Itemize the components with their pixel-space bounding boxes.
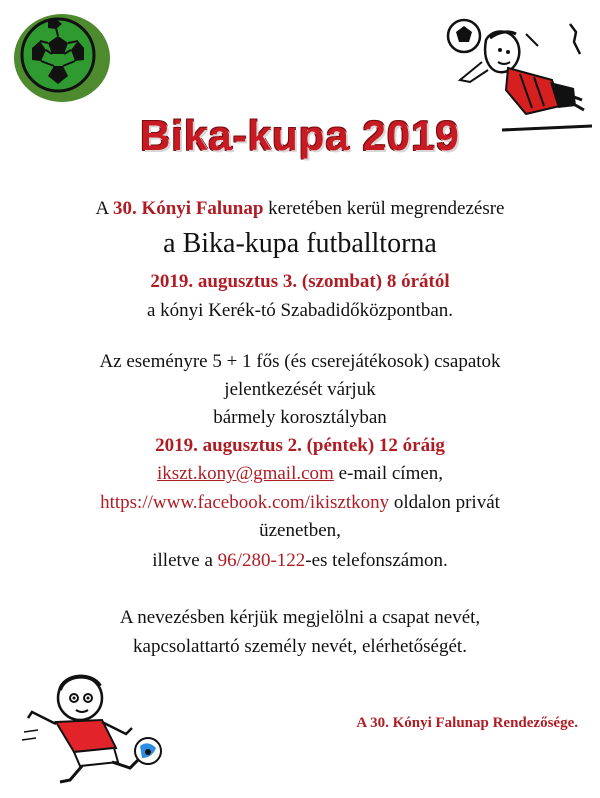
facebook-suffix: oldalon privát: [389, 492, 500, 513]
event-location: a kónyi Kerék-tó Szabadidőközpontban.: [146, 300, 454, 321]
intro-prefix: A: [95, 198, 113, 219]
intro-line: [0, 198, 600, 220]
registration-line-2: jelentkezését várjuk: [224, 379, 376, 400]
facebook-link[interactable]: https://www.facebook.com/ikisztkony: [100, 492, 390, 513]
registration-deadline: 2019. augusztus 2. (péntek) 12 óráig: [155, 435, 445, 456]
email-link[interactable]: ikszt.kony@gmail.com: [156, 463, 334, 484]
email-line: [0, 463, 600, 485]
entry-info-line-2: kapcsolattartó személy nevét, elérhetőségét.: [133, 636, 467, 657]
email-suffix: e-mail címen,: [333, 463, 444, 484]
kicking-player-illustration: [20, 668, 170, 790]
page-title: Bika-kupa 2019: [140, 112, 460, 159]
message-line: üzenetben,: [259, 520, 341, 541]
phone-suffix: -es telefonszámon.: [305, 550, 448, 571]
phone-line: [0, 550, 600, 572]
phone-prefix: illetve a: [152, 550, 218, 571]
phone-number[interactable]: 96/280-122: [217, 550, 306, 571]
tournament-name: a Bika-kupa futballtorna: [163, 228, 437, 259]
event-name: 30. Kónyi Falunap: [112, 198, 264, 219]
facebook-line: [0, 492, 600, 514]
intro-suffix: keretében kerül megrendezésre: [263, 198, 505, 219]
registration-line-3: bármely korosztályban: [213, 407, 387, 428]
football-green-illustration: [10, 8, 110, 103]
event-date: 2019. augusztus 3. (szombat) 8 órától: [150, 271, 450, 292]
registration-line-1: Az eseményre 5 + 1 fős (és cserejátékosok) csapatok: [99, 351, 501, 372]
entry-info-line-1: A nevezésben kérjük megjelölni a csapat nevét,: [119, 607, 481, 628]
organizer-signature: A 30. Kónyi Falunap Rendezősége.: [356, 715, 578, 731]
